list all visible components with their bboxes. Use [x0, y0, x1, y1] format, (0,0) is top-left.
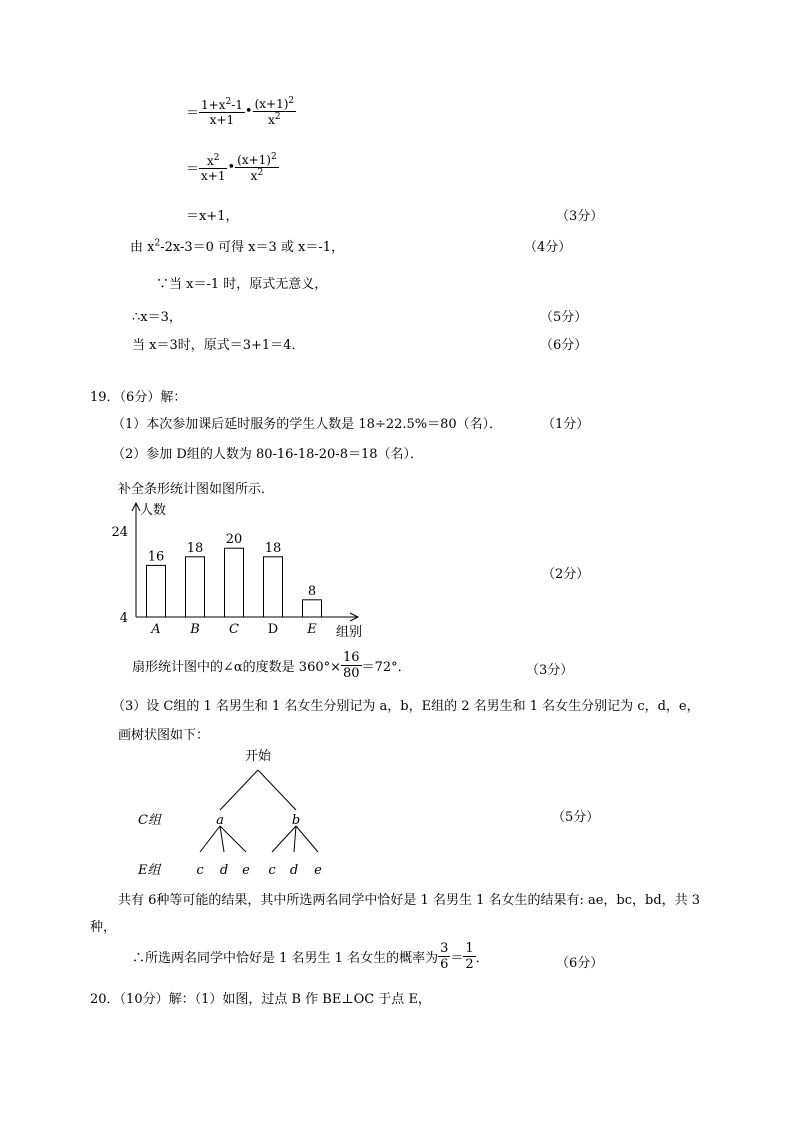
score-mark: （2分）: [542, 567, 590, 582]
tree-leaf: d: [289, 863, 299, 878]
category-label: D: [267, 622, 279, 637]
bar-chart: [108, 498, 378, 643]
multiply-dot: •: [244, 104, 253, 119]
eq-line-2: [186, 152, 279, 183]
score-mark: （5分）: [540, 310, 588, 325]
bar: [303, 600, 322, 617]
score-mark: （1分）: [542, 417, 590, 432]
eq-line-1: [186, 96, 296, 127]
eq-line-3: ＝x+1，: [186, 209, 239, 224]
question-19-header: 19．（6分）解：: [90, 390, 187, 405]
angle-line: 扇形统计图中的∠α的度数是 360°× $\frac{16}{80}$ ＝72°．: [132, 650, 411, 681]
therefore-line: ∴x＝3，: [132, 310, 182, 325]
score-mark: （4分）: [524, 240, 572, 255]
y-tick-label: 4: [119, 611, 128, 626]
tree-leaf: e: [242, 863, 250, 878]
score-mark: （6分）: [556, 956, 604, 971]
question-20-line: 20．（10分）解：（1）如图，过点 B 作 BE⊥OC 于点 E，: [90, 992, 431, 1007]
tree-branches: [200, 770, 318, 852]
score-mark: （3分）: [526, 663, 574, 678]
fraction: $\frac{(x+1)^2}{x^2}$: [237, 152, 277, 183]
result-line-1: 共有 6种等可能的结果，其中所选两名同学中恰好是 1 名男生 1 名女生的结果有: ae，bc，bd，共 3: [118, 893, 701, 908]
fraction: $\frac{1+x^2-1}{x+1}$: [201, 96, 243, 127]
category-label: A: [151, 622, 161, 637]
bar: [264, 557, 283, 617]
fraction: $\frac{1}{2}$: [465, 941, 474, 972]
final-line: 当 x＝3时，原式＝3+1＝4．: [132, 338, 305, 353]
tree-row-label-e: E组: [138, 863, 161, 878]
fraction: $\frac{16}{80}$: [343, 650, 360, 681]
tree-diagram: [130, 740, 360, 885]
result-line-2: 种，: [90, 920, 117, 935]
meaningless-line: ∵当 x＝-1 时，原式无意义，: [156, 277, 328, 292]
bar-value-label: 16: [147, 549, 165, 565]
tree-node: a: [216, 813, 224, 828]
category-label: E: [307, 622, 317, 637]
bar: [225, 548, 244, 617]
bar: [186, 557, 205, 617]
category-label: B: [190, 622, 200, 637]
y-axis-title: 人数: [140, 503, 167, 518]
equals-sign: ＝: [186, 162, 200, 177]
bar: [147, 565, 166, 617]
complete-chart-text: 补全条形统计图如图所示．: [118, 482, 275, 497]
fraction: $\frac{3}{6}$: [440, 941, 449, 972]
fraction: $\frac{(x+1)^2}{x^2}$: [254, 96, 295, 127]
fraction: $\frac{x^2}{x+1}$: [201, 152, 226, 183]
tree-leaf: c: [268, 863, 276, 878]
x-axis-title: 组别: [336, 625, 363, 640]
equals-sign: ＝: [186, 106, 200, 121]
bar-value-label: 18: [186, 540, 204, 556]
multiply-dot: •: [227, 160, 236, 175]
category-label: C: [229, 622, 239, 637]
y-tick-label: 24: [111, 525, 128, 540]
tree-row-label-c: C组: [138, 813, 161, 828]
score-mark: （5分）: [552, 810, 600, 825]
tree-leaf: d: [219, 863, 229, 878]
bar-value-label: 8: [307, 583, 317, 599]
tree-root: 开始: [244, 749, 272, 764]
probability-line: ∴所选两名同学中恰好是 1 名男生 1 名女生的概率为 $\frac{3}{6}$ ＝ $\frac{1}{2}$ ．: [132, 941, 489, 972]
part-3-line-1: （3）设 C组的 1 名男生和 1 名女生分别记为 a，b，E组的 2 名男生和 1 名女生分别记为 c，d，e，: [112, 699, 700, 714]
part-1: （1）本次参加课后延时服务的学生人数是 18÷22.5%＝80（名）．: [112, 417, 503, 432]
bar-value-label: 20: [225, 532, 243, 548]
tree-node: b: [291, 813, 301, 828]
part-3-line-2: 画树状图如下：: [118, 728, 210, 743]
bar-value-label: 18: [264, 540, 282, 556]
tree-leaf: c: [196, 863, 204, 878]
part-2: （2）参加 D组的人数为 80-16-18-20-8＝18（名）．: [112, 447, 424, 462]
solve-line: 由 $x^2-2x-3=0$ 可得 x＝3 或 x＝-1，: [130, 238, 345, 255]
score-mark: （6分）: [540, 338, 588, 353]
tree-leaf: e: [314, 863, 322, 878]
score-mark: （3分）: [556, 209, 604, 224]
